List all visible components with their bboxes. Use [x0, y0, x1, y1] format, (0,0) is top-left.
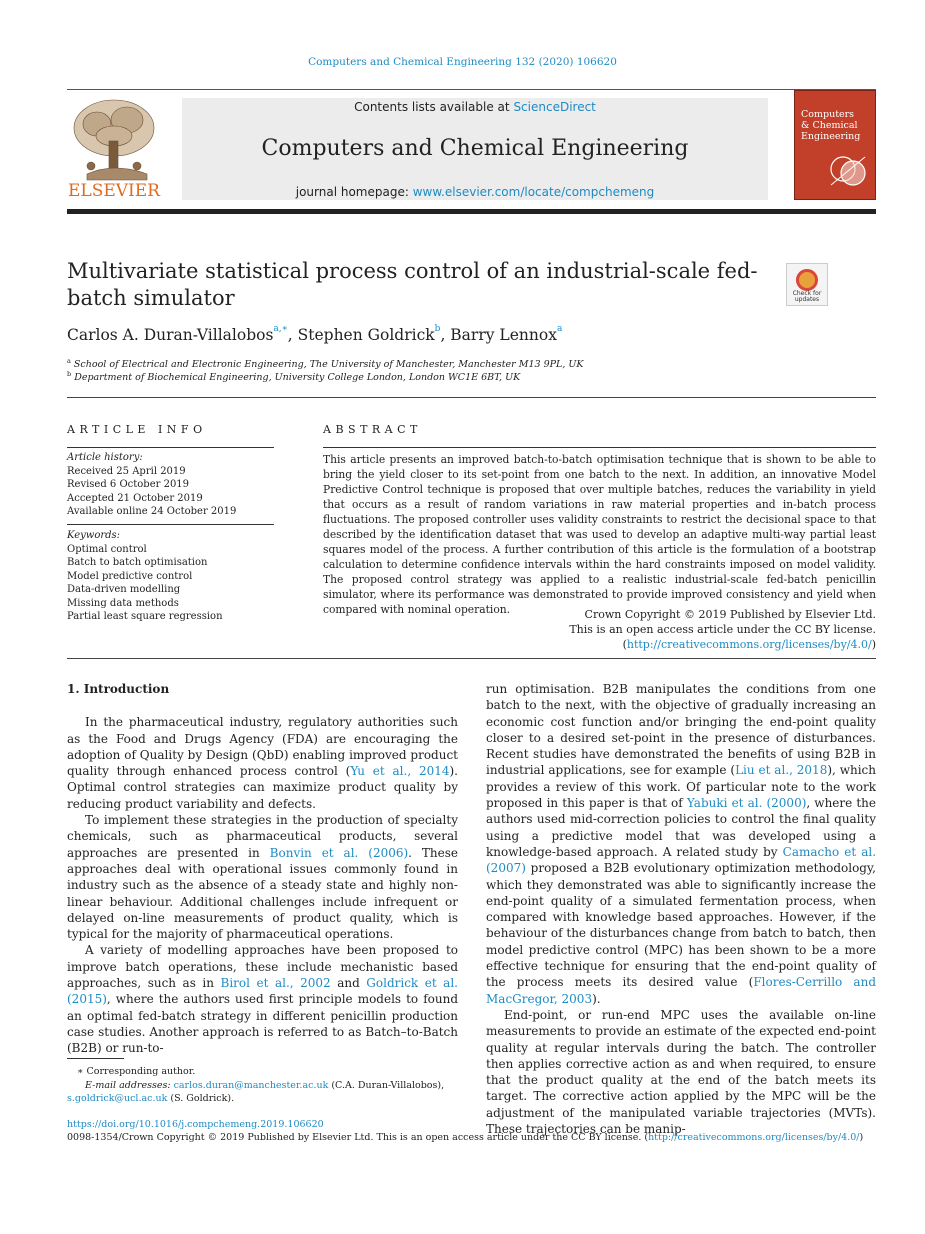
- contents-line: [182, 100, 768, 114]
- citation-link[interactable]: Goldrick et al. (2015): [67, 976, 458, 1007]
- article-info-rule: [67, 447, 274, 448]
- issn-text: 0098-1354/Crown Copyright © 2019 Published by Elsevier Ltd. This is an open access article under the CC BY license. (: [67, 1132, 649, 1143]
- license-line: [323, 622, 876, 652]
- history-item: Revised 6 October 2019: [67, 479, 190, 490]
- citation-link[interactable]: Bonvin et al. (2006): [269, 845, 409, 860]
- citation-link[interactable]: Liu et al., 2018: [735, 763, 828, 778]
- history-item: Accepted 21 October 2019: [67, 492, 203, 504]
- top-rule: [67, 89, 876, 90]
- email-link[interactable]: s.goldrick@ucl.ac.uk: [67, 1093, 168, 1104]
- body-paragraph: [486, 1007, 876, 1137]
- license-suffix: ): [871, 638, 876, 651]
- author-name: Barry Lennox: [450, 326, 557, 344]
- paragraph-text: , where the authors used mid-correction policies to control the final quality using a predictive model that was developed using a knowledge-based approach. A related study by: [486, 796, 876, 859]
- email-label: E-mail addresses:: [85, 1079, 174, 1091]
- footnote-mark: ∗: [77, 1066, 84, 1077]
- author-name: Stephen Goldrick: [297, 326, 435, 344]
- header-thick-rule: [67, 209, 876, 214]
- elsevier-logo: [67, 96, 162, 200]
- author-list: [67, 326, 562, 344]
- email-link[interactable]: carlos.duran@manchester.ac.uk: [173, 1079, 329, 1091]
- cover-graphic: [825, 151, 871, 191]
- author-separator: ,: [287, 326, 298, 344]
- check-for-updates-button[interactable]: [786, 263, 828, 306]
- homepage-line: [182, 185, 768, 199]
- keyword-item: Model predictive control: [67, 570, 193, 582]
- body-paragraph: [67, 942, 458, 1056]
- sciencedirect-link[interactable]: ScienceDirect: [513, 100, 596, 114]
- email-note: [67, 1079, 458, 1093]
- body-paragraph: [486, 681, 876, 1007]
- paragraph-text: ). Optimal control strategies can maximize product quality by reducing product variability and defects.: [67, 764, 458, 811]
- keywords: [67, 529, 223, 624]
- footnotes: [67, 1065, 458, 1106]
- citation-link[interactable]: Yabuki et al. (2000): [686, 796, 807, 811]
- paragraph-text: To implement these strategies in the production of specialty chemicals, such as pharmaceutical products, several approaches are presented in: [67, 813, 458, 860]
- paragraph-text: run optimisation. B2B manipulates the conditions from one batch to the next, with the objective of gradually increasing an economic cost function and/or bringing the end-point quality closer to a desired set-point in the presence of disturbances. Recent studies have demonstrated the benefits of using B2B in industrial applications, see for example (: [486, 682, 876, 778]
- keywords-rule: [67, 524, 274, 525]
- abstract-copyright: [323, 607, 876, 652]
- journal-cover-thumbnail[interactable]: [794, 90, 876, 200]
- affiliation: [67, 370, 520, 383]
- paragraph-text: End-point, or run-end MPC uses the available on-line measurements to provide an estimate of the expected end-point quality at regular intervals during the batch. The controller then applies corrective action as and when required, to ensure that the product quality at the end of the batch meets its target. The corrective action applied by the MPC will be the adjustment of the manipulated variable trajectories (MVTs). These trajectories can be manip-: [486, 1007, 876, 1137]
- journal-reference-link[interactable]: Computers and Chemical Engineering 132 (2020) 106620: [308, 56, 617, 68]
- keyword-item: Partial least square regression: [67, 611, 223, 622]
- body-column-right: [486, 681, 876, 1137]
- issn-line: [67, 1132, 863, 1143]
- article-history: [67, 451, 236, 519]
- affiliation: [67, 357, 583, 370]
- paragraph-text: . These approaches deal with operational issues commonly found in industry such as the absence of a steady state and highly non-linear behaviour. Additional challenges include infrequent or delayed on-line measurements of product quality, which is typical for the majority of pharmaceutical operations.: [67, 845, 458, 942]
- paragraph-text: ), which provides a review of this work. Of particular note to the work proposed in this paper is that of: [486, 763, 876, 811]
- affiliation-mark: a: [67, 357, 71, 365]
- affiliation-mark: b: [67, 370, 72, 378]
- citation-link[interactable]: Camacho et al. (2007): [486, 844, 877, 876]
- author-affiliation-mark[interactable]: a,∗: [273, 324, 288, 334]
- keyword-item: Data-driven modelling: [67, 584, 181, 595]
- check-updates-label: Check for updates: [792, 290, 822, 303]
- footnote-text: Corresponding author.: [86, 1066, 196, 1077]
- homepage-prefix: journal homepage:: [295, 185, 413, 199]
- abstract-text: This article presents an improved batch-to-batch optimisation technique that is shown to be able to bring the yield closer to its set-point from one batch to the next. In addition, an innovative Model Predictive Control technique is proposed that over multiple batches, reduces the variability in yield that occurs as a result of random variations in raw material properties and in-batch process fluctuations. The proposed controller uses validity constraints to restrict the decisional space to that described by the identification dataset that was used to develop an adaptive multi-way partial least squares model of the process. A further contribution of this article is the formulation of a bootstrap calculation to determine confidence intervals within the hard constraints imposed on model validity. The proposed control strategy was applied to a realistic industrial-scale fed-batch penicillin simulator, where its performance was demonstrated to provide improved consistency and yield when compared with nominal operation.: [323, 453, 876, 616]
- email-owner: (S. Goldrick).: [167, 1093, 235, 1104]
- corresponding-author-note: [67, 1065, 458, 1079]
- copyright-line: Crown Copyright © 2019 Published by Elsevier Ltd.: [584, 608, 876, 621]
- article-info-heading: ARTICLE INFO: [67, 423, 207, 436]
- citation-link[interactable]: Flores-Cerrillo and MacGregor, 2003: [486, 975, 876, 1006]
- author-separator: ,: [440, 326, 451, 344]
- body-paragraph: [67, 714, 458, 812]
- affiliation-text: School of Electrical and Electronic Engineering, The University of Manchester, Manchester M13 9PL, UK: [73, 359, 584, 371]
- journal-homepage-link[interactable]: www.elsevier.com/locate/compchemeng: [412, 185, 655, 199]
- abstract-heading: ABSTRACT: [323, 423, 422, 436]
- body-rule: [67, 658, 876, 659]
- paragraph-text: ).: [592, 991, 601, 1006]
- keyword-item: Optimal control: [67, 543, 147, 555]
- email-owner: (C.A. Duran-Villalobos),: [328, 1079, 445, 1091]
- affiliation-text: Department of Biochemical Engineering, University College London, London WC1E 6BT, UK: [74, 372, 521, 384]
- section-heading: 1. Introduction: [67, 682, 170, 696]
- paragraph-text: proposed a B2B evolutionary optimization methodology, which they demonstrated was able to significantly increase the end-point quality of a simulated fermentation process, when compared with knowledge based approaches. However, if the behaviour of the disturbances change from batch to batch, then model predictive control (MPC) has been shown to be a more effective technique for ensuring that the end-point quality of the process meets its desired value (: [486, 861, 876, 990]
- check-updates-icon: [796, 269, 818, 291]
- citation-link[interactable]: Yu et al., 2014: [350, 764, 450, 779]
- section-rule: [67, 397, 876, 398]
- paragraph-text: , where the authors used first principle models to found an optimal fed-batch strategy in different penicillin production case studies. Another approach is referred to as Batch–to-Batch (B2B) or run-to-: [67, 992, 458, 1056]
- keyword-item: Missing data methods: [67, 597, 179, 609]
- body-paragraph: [67, 812, 458, 942]
- contents-prefix: Contents lists available at: [354, 100, 514, 114]
- author-affiliation-mark[interactable]: b: [434, 324, 441, 334]
- keyword-item: Batch to batch optimisation: [67, 557, 208, 568]
- license-prefix: This is an open access article under the CC BY license. (: [569, 623, 876, 651]
- author-name: Carlos A. Duran-Villalobos: [67, 326, 274, 344]
- article-title: Multivariate statistical process control of an industrial-scale fed-batch simulator: [67, 259, 758, 310]
- history-item: Available online 24 October 2019: [67, 506, 237, 517]
- citation-link[interactable]: Birol et al., 2002: [220, 976, 331, 991]
- license-link[interactable]: http://creativecommons.org/licenses/by/4.0/: [626, 638, 872, 651]
- issn-suffix: ): [859, 1132, 864, 1143]
- history-label: Article history:: [67, 452, 143, 463]
- email-note-cont: [67, 1092, 458, 1106]
- journal-title: Computers and Chemical Engineering: [261, 136, 689, 161]
- body-column-left: [67, 681, 458, 1057]
- issn-license-link[interactable]: http://creativecommons.org/licenses/by/4.0/: [648, 1132, 860, 1143]
- author-affiliation-mark[interactable]: a: [556, 324, 563, 334]
- abstract-rule: [323, 447, 876, 448]
- paragraph-text: In the pharmaceutical industry, regulatory authorities such as the Food and Drugs Agency (FDA) are encouraging the adoption of Quality by Design (QbD) enabling improved product quality through enhanced process control (: [67, 715, 458, 779]
- paragraph-text: A variety of modelling approaches have been proposed to improve batch operations, these include mechanistic based approaches, such as in: [67, 943, 458, 991]
- keywords-label: Keywords:: [67, 530, 121, 541]
- paragraph-text: and: [330, 976, 367, 991]
- elsevier-wordmark: ELSEVIER: [68, 181, 160, 200]
- footnote-rule: [67, 1058, 124, 1059]
- cover-title: Computers & Chemical Engineering: [801, 109, 861, 142]
- doi-link[interactable]: https://doi.org/10.1016/j.compchemeng.2019.106620: [67, 1119, 324, 1130]
- history-item: Received 25 April 2019: [67, 465, 186, 477]
